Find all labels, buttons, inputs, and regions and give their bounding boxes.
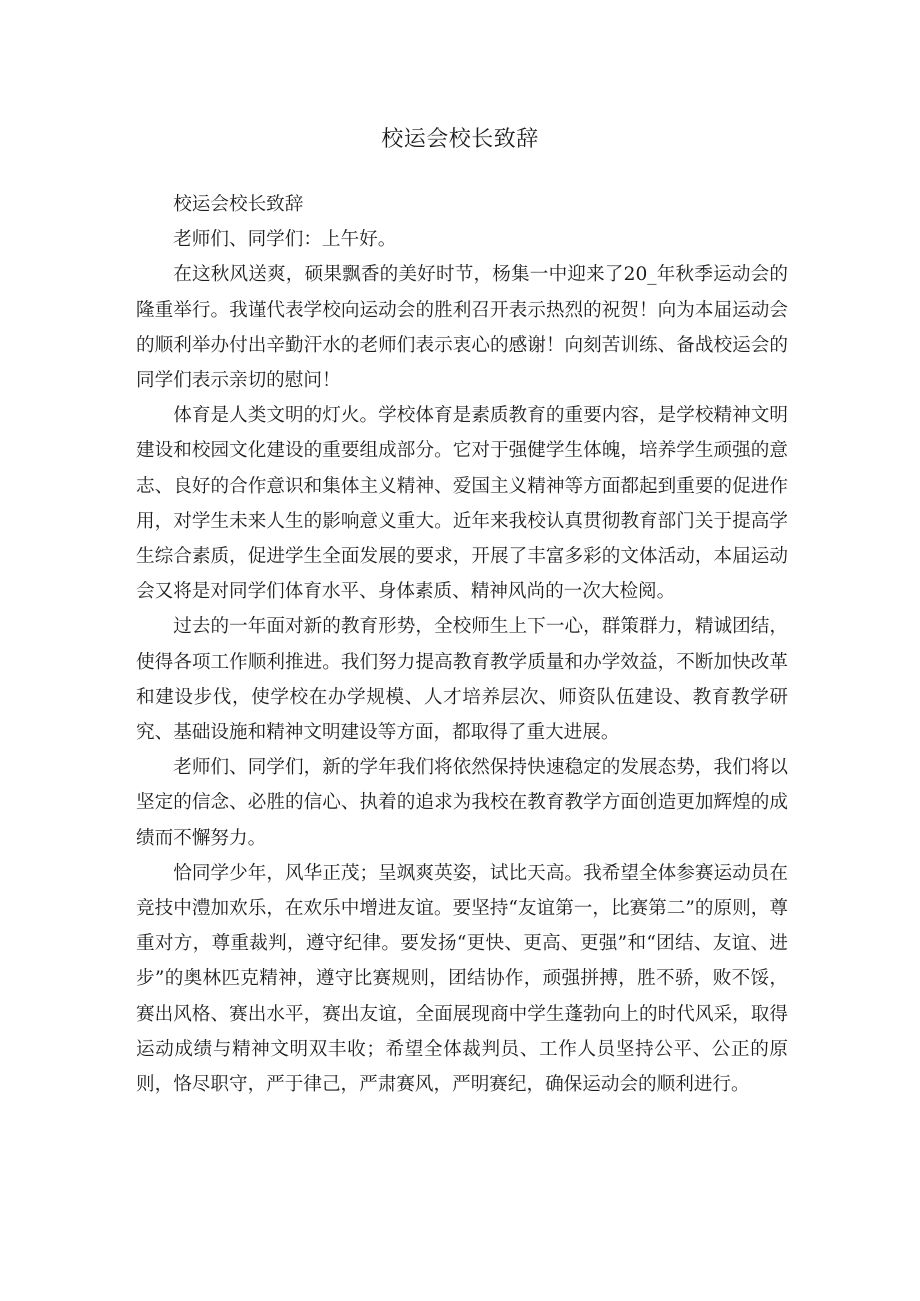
paragraph: 体育是人类文明的灯火。学校体育是素质教育的重要内容，是学校精神文明建设和校园文化建设的重要组成部分。它对于强健学生体魄，培养学生顽强的意志、良好的合作意识和集体主义精神、爱国主义精神等方面都起到重要的促进作用，对学生未来人生的影响意义重大。近年来我校认真贯彻教育部门关于提高学生综合素质，促进学生全面发展的要求，开展了丰富多彩的文体活动，本届运动会又将是对同学们体育水平、身体素质、精神风尚的一次大检阅。 xyxy=(136,405,788,603)
paragraph: 过去的一年面对新的教育形势，全校师生上下一心，群策群力，精诚团结，使得各项工作顺利推进。我们努力提高教育教学质量和办学效益，不断加快改革和建设步伐，使学校在办学规模、人才培养层次、师资队伍建设、教育教学研究、基础设施和精神文明建设等方面，都取得了重大进展。 xyxy=(136,616,788,744)
paragraph-heading: 校运会校长致辞 xyxy=(173,194,304,215)
document-title: 校运会校长致辞 xyxy=(381,127,539,152)
paragraph: 恰同学少年，风华正茂；呈飒爽英姿，试比天高。我希望全体参赛运动员在竞技中澧加欢乐，在欢乐中增进友谊。要坚持“友谊第一，比赛第二”的原则，尊重对方，尊重裁判，遵守纪律。要发扬“更快、更高、更强”和“团结、友谊、进步”的奥林匹克精神，遵守比赛规则，团结协作，顽强拼搏，胜不骄，败不馁，赛出风格、赛出水平，赛出友谊，全面展现商中学生蓬勃向上的时代风采，取得运动成绩与精神文明双丰收；希望全体裁判员、工作人员坚持公平、公正的原则，恪尽职守，严于律己，严肃赛风，严明赛纪，确保运动会的顺利进行。 xyxy=(136,862,788,1096)
paragraph-greeting: 老师们、同学们：上午好。 xyxy=(173,229,397,251)
document-body xyxy=(136,187,788,1102)
paragraph: 在这秋风送爽，硕果飘香的美好时节，杨集一中迎来了20_年秋季运动会的隆重举行。我谨代表学校向运动会的胜利召开表示热烈的祝贺！向为本届运动会的顺利举办付出辛勤汗水的老师们表示衷心的感谢！向刻苦训练、备战校运会的同学们表示亲切的慰问！ xyxy=(136,264,788,392)
paragraph: 老师们、同学们，新的学年我们将依然保持快速稳定的发展态势，我们将以坚定的信念、必胜的信心、执着的追求为我校在教育教学方面创造更加辉煌的成绩而不懈努力。 xyxy=(136,757,788,849)
